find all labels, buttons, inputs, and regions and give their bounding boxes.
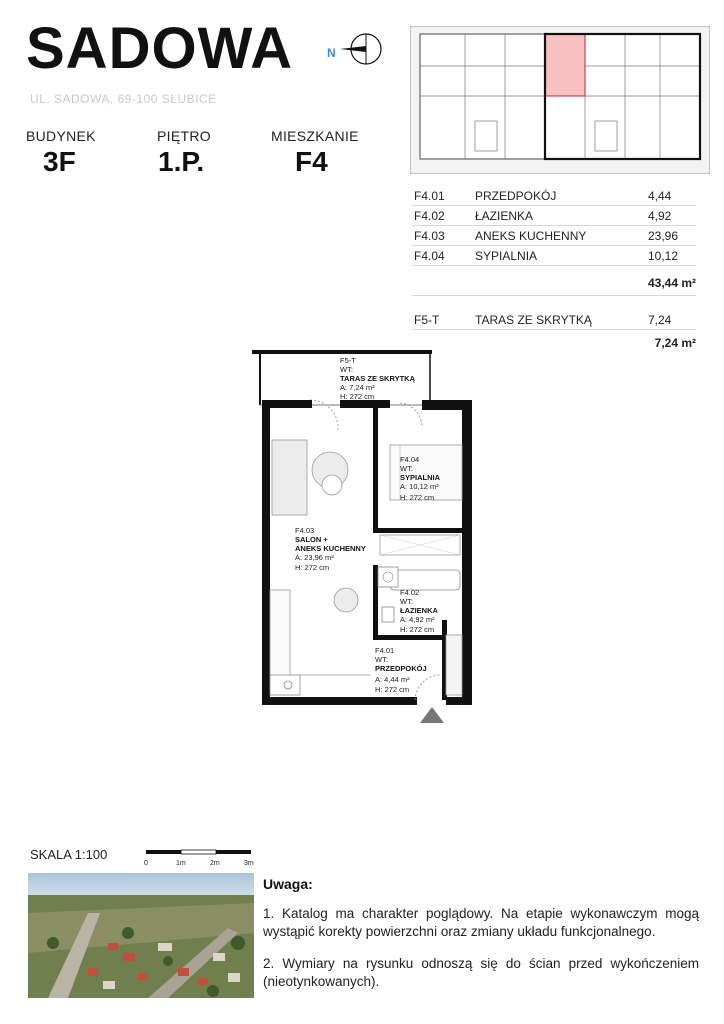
entrance-arrow-icon [420, 707, 444, 723]
svg-text:F5-T: F5-T [340, 356, 356, 365]
scale-label: SKALA 1:100 [30, 847, 108, 862]
svg-text:WT:: WT: [400, 597, 413, 606]
svg-text:2m: 2m [210, 860, 220, 867]
table-row: F5-T TARAS ZE SKRYTKĄ 7,24 [412, 310, 696, 330]
svg-text:A: 10,12 m²: A: 10,12 m² [400, 482, 439, 491]
compass-icon [326, 24, 386, 74]
svg-text:ŁAZIENKA: ŁAZIENKA [400, 606, 438, 615]
svg-text:1m: 1m [176, 860, 186, 867]
building-value: 3F [43, 146, 76, 177]
svg-text:SYPIALNIA: SYPIALNIA [400, 473, 441, 482]
table-row: F4.04 SYPIALNIA 10,12 [412, 246, 696, 266]
table-row: F4.02 ŁAZIENKA 4,92 [412, 206, 696, 226]
notes-title: Uwaga: [263, 876, 313, 892]
svg-text:F4.04: F4.04 [400, 455, 420, 464]
note-1: 1. Katalog ma charakter poglądowy. Na etapie wykonawczym mogą wystąpić korekty powierzchni oraz zmiany układu funkcjonalnego. [263, 906, 699, 939]
svg-text:WT:: WT: [340, 365, 353, 374]
scale-bar [140, 845, 270, 869]
svg-text:PRZEDPOKÓJ: PRZEDPOKÓJ [375, 664, 427, 673]
svg-text:A: 23,96 m²: A: 23,96 m² [295, 553, 334, 562]
north-letter: N [327, 46, 336, 60]
svg-text:A: 4,92 m²: A: 4,92 m² [400, 615, 435, 624]
table-row: F4.03 ANEKS KUCHENNY 23,96 [412, 226, 696, 246]
svg-text:F4.02: F4.02 [400, 588, 420, 597]
project-title: SADOWA [26, 16, 293, 81]
svg-text:ANEKS KUCHENNY: ANEKS KUCHENNY [295, 544, 366, 553]
svg-text:A: 7,24 m²: A: 7,24 m² [340, 383, 375, 392]
svg-text:F4.01: F4.01 [375, 646, 395, 655]
terrace-total: 7,24 m² [654, 336, 696, 350]
svg-text:WT:: WT: [400, 464, 413, 473]
svg-text:H: 272 cm: H: 272 cm [400, 625, 435, 634]
svg-text:WT:: WT: [375, 655, 388, 664]
building-label: BUDYNEK [26, 128, 96, 144]
apartment-floor-plan [250, 345, 480, 725]
svg-text:0: 0 [144, 860, 148, 867]
rooms-total: 43,44 m² [412, 266, 696, 296]
key-plan [410, 26, 710, 174]
svg-text:F4.03: F4.03 [295, 526, 315, 535]
svg-text:TARAS ZE SKRYTKĄ: TARAS ZE SKRYTKĄ [340, 374, 415, 383]
floor-label: PIĘTRO [157, 128, 211, 144]
svg-text:H: 272 cm: H: 272 cm [340, 392, 375, 401]
svg-text:3m: 3m [244, 860, 254, 867]
selected-apartment-highlight [545, 34, 585, 96]
floor-value: 1.P. [158, 146, 205, 177]
aerial-photo [28, 873, 254, 998]
svg-text:A: 4,44 m²: A: 4,44 m² [375, 675, 410, 684]
apartment-value: F4 [295, 146, 328, 177]
project-address: UL. SADOWA, 69-100 SŁUBICE [30, 92, 217, 106]
table-row: F4.01 PRZEDPOKÓJ 4,44 [412, 186, 696, 206]
apartment-label: MIESZKANIE [271, 128, 359, 144]
svg-text:H: 272 cm: H: 272 cm [400, 493, 435, 502]
svg-text:SALON +: SALON + [295, 535, 328, 544]
room-area-table [412, 186, 696, 296]
note-2: 2. Wymiary na rysunku odnoszą się do ścian przed wykończeniem (nieotynkowanych). [263, 956, 699, 989]
svg-text:H: 272 cm: H: 272 cm [295, 563, 330, 572]
svg-text:H: 272 cm: H: 272 cm [375, 685, 410, 694]
